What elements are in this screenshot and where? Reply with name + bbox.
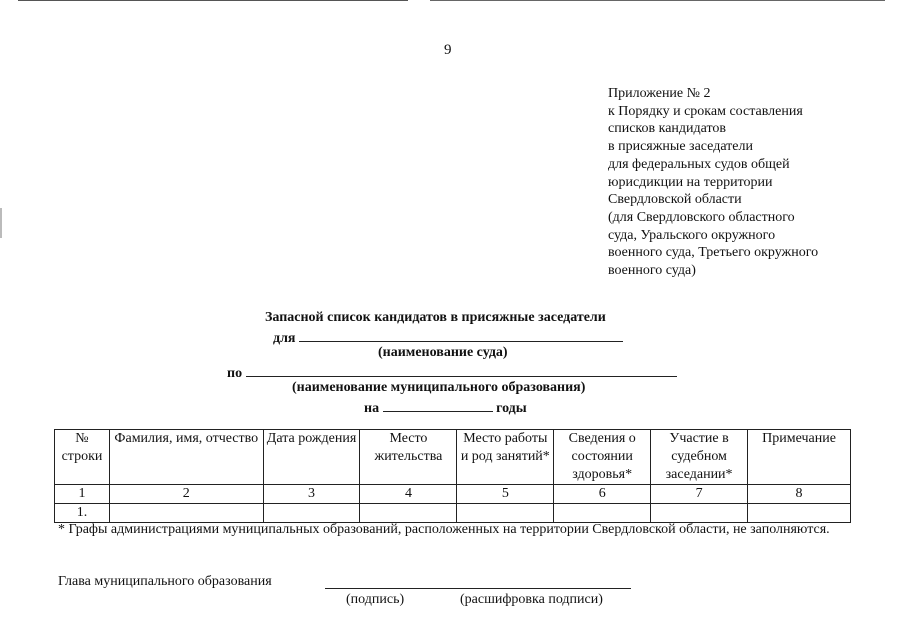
header-health: Сведения о состоянии здоровья*	[554, 430, 651, 485]
appendix-line: суда, Уральского окружного	[608, 227, 776, 243]
appendix-line: военного суда)	[608, 263, 696, 279]
appendix-block	[608, 85, 818, 280]
court-name-field[interactable]	[299, 328, 623, 342]
header-residence: Место жительства	[360, 430, 457, 485]
scan-margin-mark	[0, 208, 2, 238]
signature-caption: (подпись)	[346, 592, 405, 607]
column-number: 4	[360, 485, 457, 504]
appendix-line: Свердловской области	[608, 192, 742, 208]
appendix-line: списков кандидатов	[608, 121, 727, 137]
appendix-line: военного суда, Третьего окружного	[608, 245, 819, 261]
appendix-line: в присяжные заседатели	[608, 139, 753, 155]
signature-line[interactable]	[325, 588, 631, 589]
scan-edge-line	[430, 0, 885, 1]
footnote: * Графы администрациями муниципальных образований, расположенных на территории Свердловской области, не заполняются.	[58, 522, 830, 537]
appendix-line: для федеральных судов общей	[608, 156, 790, 172]
column-number: 7	[651, 485, 748, 504]
years-label: годы	[496, 401, 527, 416]
table-cell[interactable]	[360, 504, 457, 523]
column-number: 2	[109, 485, 263, 504]
appendix-line: к Порядку и срокам составления	[608, 103, 803, 119]
column-number: 5	[457, 485, 554, 504]
header-full-name: Фамилия, имя, отчество	[109, 430, 263, 485]
column-number: 3	[263, 485, 360, 504]
page-number: 9	[444, 42, 452, 58]
form-title: Запасной список кандидатов в присяжные заседатели	[265, 310, 606, 325]
table-cell[interactable]	[554, 504, 651, 523]
table-cell[interactable]: 1.	[55, 504, 110, 523]
scan-edge-line	[18, 0, 408, 1]
years-field-row	[364, 398, 527, 417]
by-label: по	[227, 366, 243, 381]
municipality-caption: (наименование муниципального образования)	[292, 380, 586, 395]
table-cell[interactable]	[457, 504, 554, 523]
years-field[interactable]	[383, 398, 493, 412]
column-number: 1	[55, 485, 110, 504]
column-number: 8	[748, 485, 851, 504]
table-cell[interactable]	[109, 504, 263, 523]
candidates-table	[54, 429, 851, 523]
header-row-number: № строки	[55, 430, 110, 485]
header-birth-date: Дата рождения	[263, 430, 360, 485]
on-label: на	[364, 401, 380, 416]
header-note: Примечание	[748, 430, 851, 485]
header-workplace: Место работы и род занятий*	[457, 430, 554, 485]
municipality-name-field[interactable]	[246, 363, 677, 377]
appendix-line: юрисдикции на территории	[608, 174, 773, 190]
table-cell[interactable]	[748, 504, 851, 523]
signature-decoding-caption: (расшифровка подписи)	[460, 592, 603, 607]
column-number-row	[55, 485, 851, 504]
column-number: 6	[554, 485, 651, 504]
table-row	[55, 504, 851, 523]
appendix-line: (для Свердловского областного	[608, 209, 795, 225]
table-header-row	[55, 430, 851, 485]
header-participation: Участие в судебном заседании*	[651, 430, 748, 485]
signature-label: Глава муниципального образования	[58, 574, 272, 589]
court-caption: (наименование суда)	[378, 345, 508, 360]
appendix-title: Приложение № 2	[608, 86, 711, 101]
for-label: для	[273, 331, 296, 346]
table-cell[interactable]	[651, 504, 748, 523]
table-cell[interactable]	[263, 504, 360, 523]
